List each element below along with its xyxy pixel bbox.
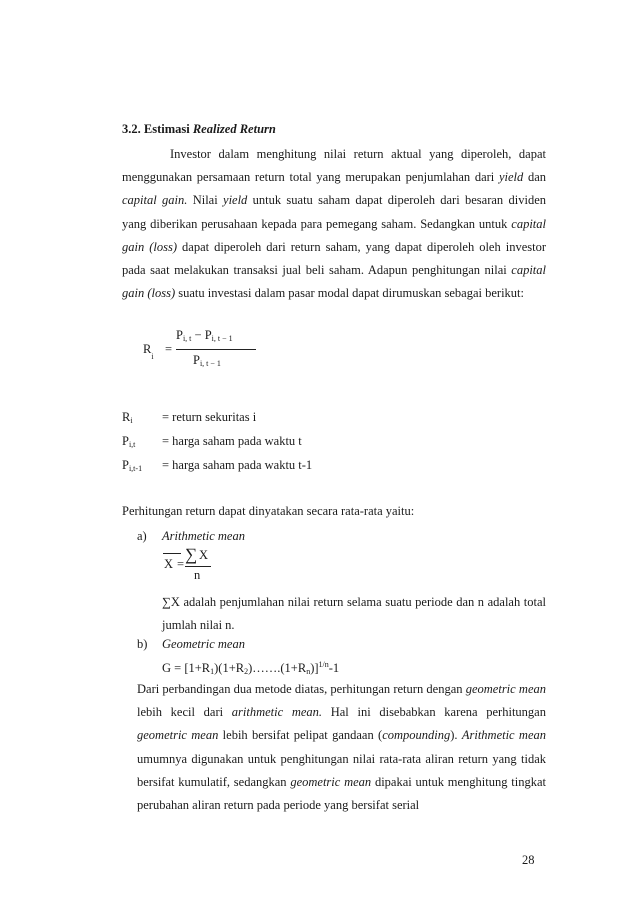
formula2-overbar (163, 553, 181, 554)
text-run: Dari perbandingan dua metode diatas, perhitungan return dengan (137, 682, 466, 696)
formula2-equals: = (177, 557, 185, 571)
text-run: capital gain (loss) (122, 263, 546, 301)
text-run: dipakai untuk menghitung tingkat perubahan aliran return pada periode yang bersifat serial (137, 774, 547, 813)
formula2-denominator: n (194, 568, 201, 582)
section-heading-title: Realized Return (192, 122, 276, 136)
text-run: yield (498, 170, 524, 185)
formula1-equals: = (165, 342, 173, 356)
definition-symbol: $P_{i,t-1}$ (122, 458, 143, 473)
formula1-fraction-bar (176, 349, 256, 350)
formula2-numerator: X (199, 548, 209, 562)
text-run: lebih bersifat pelipat gandaan ( (218, 728, 383, 743)
formula2-lhs: X (164, 557, 174, 571)
list-title-arithmetic-mean: Arithmetic mean (162, 529, 245, 543)
text-run: Nilai (187, 193, 224, 208)
text-run: geometric mean (290, 774, 372, 789)
text-run: lebih kecil dari (137, 705, 232, 720)
text-run: untuk suatu saham dapat diperoleh dari besaran dividen yang diberikan perusahaan kepada para pemegang saham. Sedangkan untuk (122, 193, 546, 231)
formula2-fraction-bar (185, 566, 211, 567)
formula1-numerator: $P_{i, t} - P_{i, t - 1}$ (176, 328, 233, 343)
text-run: dan (523, 170, 546, 185)
text-run: Investor dalam menghitung nilai return aktual yang diperoleh, dapat menggunakan persamaan return total yang merupakan penjumlahan dari (122, 147, 546, 185)
text-run: Hal ini disebabkan karena perhitungan (322, 705, 546, 720)
definition-symbol: $R_i$ (122, 410, 133, 425)
formula2-sigma: ∑ (185, 545, 198, 564)
page-number: 28 (522, 853, 535, 867)
text-run: geometric mean (465, 682, 546, 696)
text-run: yield (223, 193, 248, 208)
average-intro: Perhitungan return dapat dinyatakan secara rata-rata yaitu: (122, 504, 415, 518)
definition-text: = harga saham pada waktu t (162, 434, 302, 448)
text-run: compounding (382, 728, 451, 743)
text-run: Arithmetic mean (461, 728, 546, 743)
text-run: capital gain. (122, 193, 188, 208)
text-run: ). (450, 728, 462, 743)
paragraph-mean-comparison (137, 678, 546, 817)
definition-text: = return sekuritas i (162, 410, 257, 424)
text-run: suatu investasi dalam pasar modal dapat dirumuskan sebagai berikut: (175, 286, 524, 301)
text-run: geometric mean (137, 728, 219, 743)
section-heading (122, 122, 276, 137)
list-label-a: a) (137, 529, 147, 543)
section-heading-number: 3.2. Estimasi (122, 122, 193, 136)
text-run: capital gain (loss) (122, 216, 546, 254)
text-run: dapat diperoleh dari return saham, yang dapat diperoleh oleh investor pada saat melakukan transaksi jual beli saham. Adapun penghitungan nilai (122, 239, 547, 278)
paragraph-realized-return (122, 143, 546, 305)
text-run: arithmetic mean. (231, 705, 323, 720)
geometric-mean-formula: $G = [1+R_1)(1+R_2)\dots\dots.(1+R_n)]^{1/n}-1$ (162, 660, 340, 676)
definition-symbol: $P_{i,t}$ (122, 434, 136, 449)
definition-text: = harga saham pada waktu t-1 (162, 458, 313, 472)
text-run: umumnya digunakan untuk penghitungan nilai rata-rata aliran return yang tidak bersifat kumulatif, sedangkan (137, 751, 546, 789)
formula1-denominator: $P_{i, t - 1}$ (193, 353, 221, 368)
list-title-geometric-mean: Geometric mean (162, 637, 245, 651)
sum-description: ∑X adalah penjumlahan nilai return selama suatu periode dan n adalah total jumlah nilai n. (162, 595, 546, 633)
formula1-lhs: $R_i$ (143, 342, 154, 361)
list-label-b: b) (137, 637, 148, 651)
